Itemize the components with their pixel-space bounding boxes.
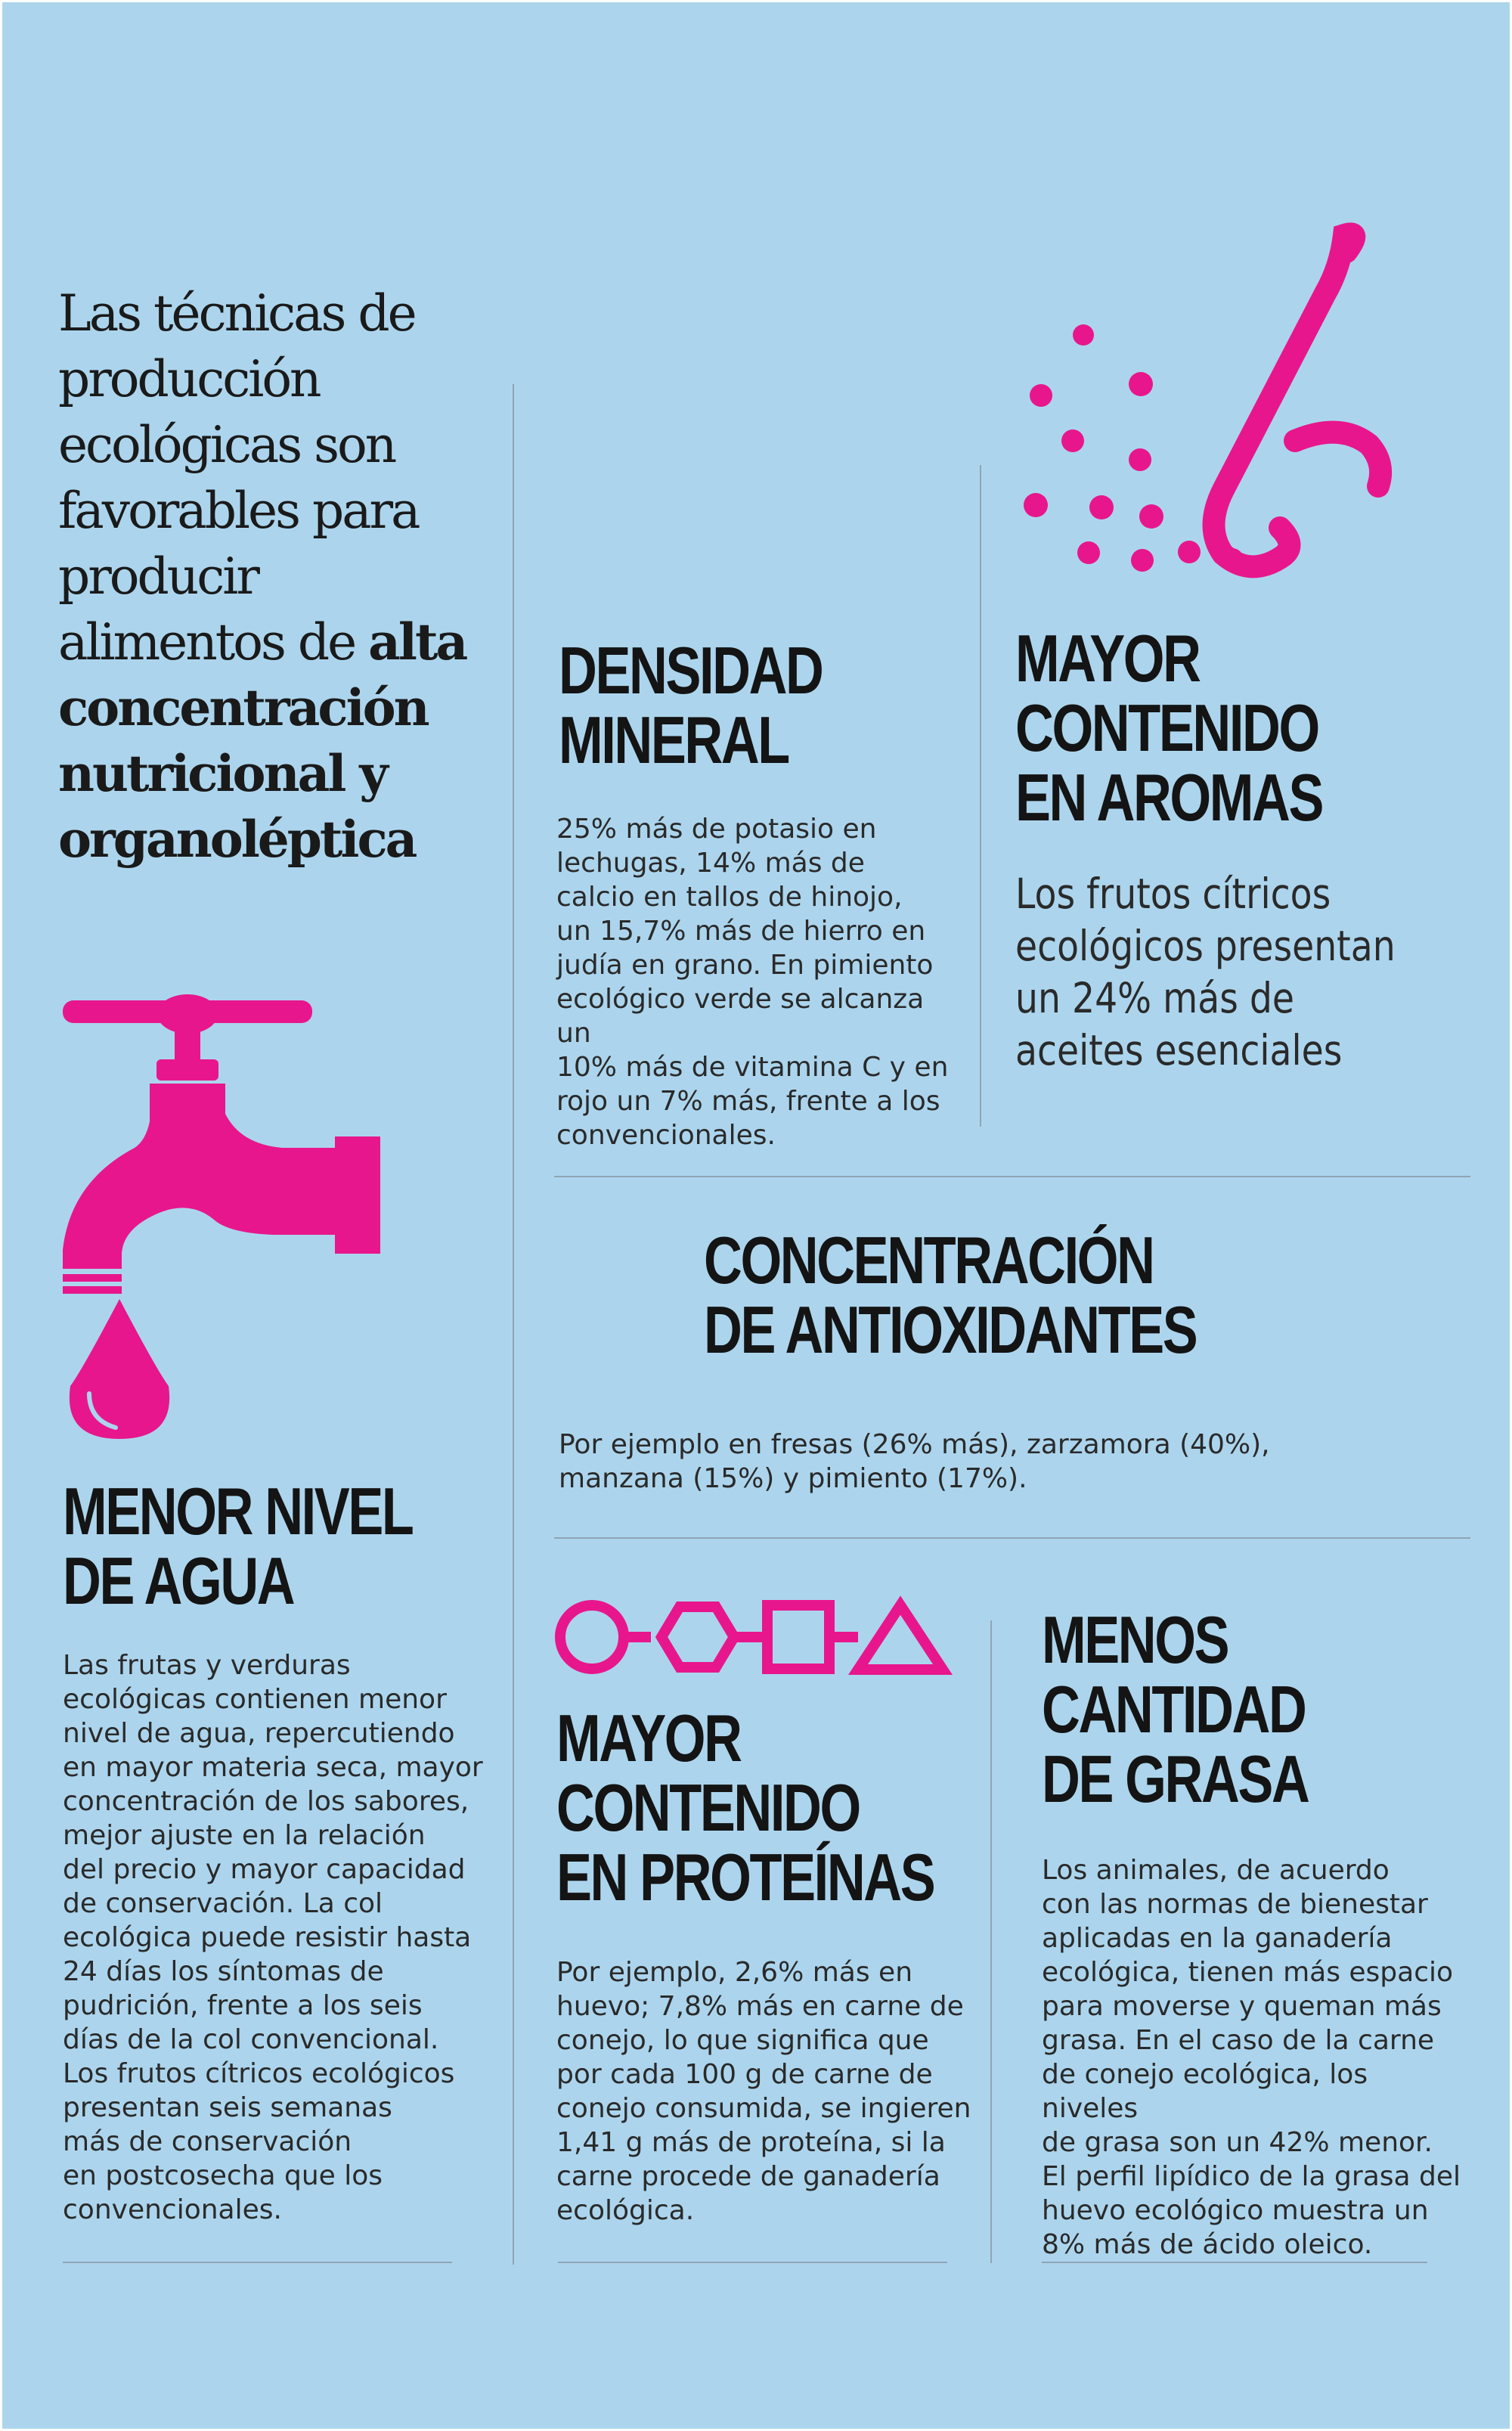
fat-text: Los animales, de acuerdo con las normas de bienestar aplicadas en la ganadería ecológica, tienen más espacio para moverse y queman más grasa. En el caso de la carne de conejo ecológica, los niveles de grasa son un 42% menor. El perfil lipídico de la grasa del huevo ecológico muestra un 8% más de ácido oleico.: [1042, 1855, 1461, 2260]
fat-title: MENOS CANTIDAD DE GRASA: [1042, 1602, 1309, 1816]
separator-intro: [513, 384, 514, 2265]
rule-bottom-center: [558, 2262, 947, 2263]
water-title: MENOR NIVEL DE AGUA: [63, 1474, 413, 1618]
antioxidants-title: CONCENTRACIÓN DE ANTIOXIDANTES: [704, 1223, 1197, 1367]
aromas-title: MAYOR CONTENIDO EN AROMAS: [1015, 621, 1323, 835]
intro-lead: Las técnicas de producción ecológicas son favorables para producir alimentos de: [58, 284, 419, 671]
mineral-density-title: DENSIDAD MINERAL: [559, 633, 823, 777]
intro-emphasis: alta concentración nutricional y organoléptica: [58, 612, 466, 869]
molecule-chain-icon: [554, 1596, 955, 1678]
water-text: Las frutas y verduras ecológicas contienen menor nivel de agua, repercutiendo en mayor materia seca, mayor concentración de los sabores, mejor ajuste en la relación del precio y mayor capacidad de conservación. La col ecológica puede resistir hasta 24 días los síntomas de pudrición, frente a los seis días de la col convencional. Los frutos cítricos ecológicos presentan seis semanas más de conservación en postcosecha que los convencionales.: [63, 1650, 483, 2225]
water-tap-drop-icon: [63, 993, 388, 1439]
rule-middle: [554, 1537, 1470, 1539]
proteins-text: Por ejemplo, 2,6% más en huevo; 7,8% más en carne de conejo, lo que significa que por cada 100 g de carne de conejo consumida, se ingieren 1,41 g más de proteína, si la carne procede de ganadería ecológica.: [556, 1957, 971, 2226]
rule-upper: [554, 1176, 1470, 1177]
proteins-title: MAYOR CONTENIDO EN PROTEÍNAS: [556, 1701, 934, 1915]
nose-smell-icon: [1008, 222, 1401, 577]
rule-bottom-right: [1042, 2262, 1427, 2263]
aromas-text: Los frutos cítricos ecológicos presentan un 24% más de aceites esenciales: [1015, 870, 1396, 1074]
separator-proteins-fat: [990, 1620, 992, 2263]
rule-bottom-left: [63, 2262, 452, 2263]
mineral-density-text: 25% más de potasio en lechugas, 14% más de calcio en tallos de hinojo, un 15,7% más de hierro en judía en grano. En pimiento ecológico verde se alcanza un 10% más de vitamina C y en rojo un 7% más, frente a los convencionales.: [556, 814, 949, 1151]
antioxidants-text: Por ejemplo en fresas (26% más), zarzamora (40%), manzana (15%) y pimiento (17%).: [559, 1429, 1270, 1494]
separator-mineral-aromas: [980, 465, 981, 1127]
intro-statement: [58, 281, 497, 873]
